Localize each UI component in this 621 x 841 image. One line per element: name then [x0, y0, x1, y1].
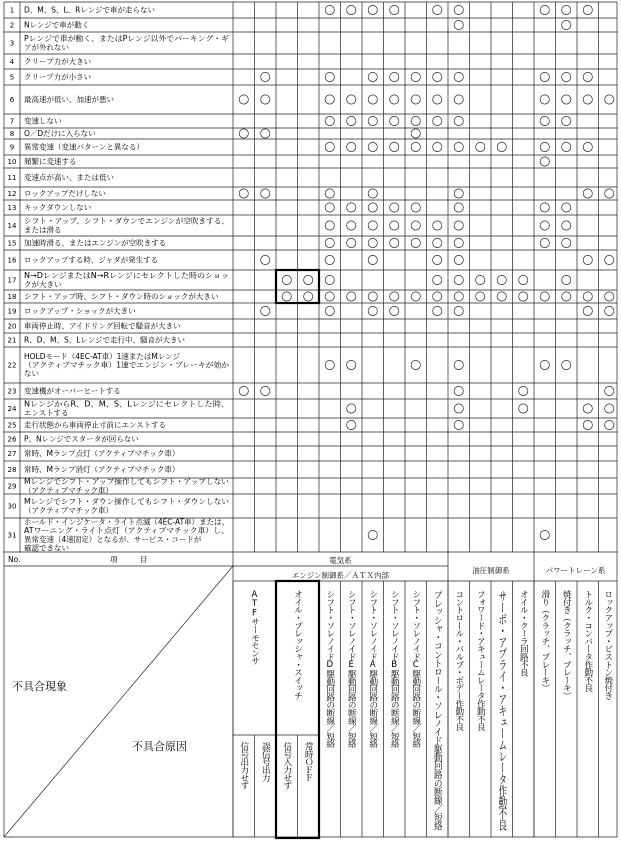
symptom-text: HOLDモード（4EC-AT車）1速またはMレンジ [24, 351, 180, 361]
check-mark [325, 275, 334, 284]
column-title: 滑り（クラッチ、ブレーキ） [539, 590, 550, 692]
symptom-text: ない [24, 369, 39, 379]
row-number: 25 [7, 421, 17, 430]
check-mark [605, 189, 614, 198]
check-mark [347, 221, 356, 230]
symptom-text: 変速しない [24, 116, 62, 126]
check-mark [583, 5, 592, 14]
symptom-text: R、D、M、S、Lレンジで走行中、騒音が大きい [24, 335, 186, 345]
check-mark [540, 221, 549, 230]
check-mark [605, 255, 614, 264]
symptom-text: 常時、Mランプ消灯（アクティブマチック車） [24, 465, 180, 474]
column-title: オイル・クーラ回路不良 [518, 590, 529, 676]
check-mark [454, 20, 463, 29]
check-mark [411, 238, 420, 247]
symptom-text: ATワーニング・ライト点灯（アクティブマチック車）し、 [24, 526, 220, 536]
check-mark [325, 116, 334, 125]
column-title: シフト・ソレノイドD駆動回路の断線／短絡 [324, 590, 335, 748]
row-number: 15 [7, 239, 17, 248]
sub-column-title: 信号入力せず [281, 742, 292, 789]
check-mark [411, 142, 420, 151]
check-mark [540, 95, 549, 104]
check-mark [454, 360, 463, 369]
check-mark [562, 142, 571, 151]
column-title: オイル・プレッシャ・スイッチ [292, 590, 303, 700]
row-number: 24 [7, 405, 17, 413]
check-mark [540, 157, 549, 166]
symptom-rows [8, 5, 230, 553]
row-number: 2 [9, 21, 15, 30]
symptom-text: Nレンジで車が動く [24, 20, 90, 30]
check-mark [540, 142, 549, 151]
check-mark [390, 116, 399, 125]
check-mark [325, 5, 334, 14]
symptom-text: クリープ力が小さい [24, 72, 92, 82]
check-mark [562, 360, 571, 369]
check-mark [368, 95, 377, 104]
check-mark [368, 116, 377, 125]
check-mark [390, 238, 399, 247]
symptom-text: ホールド・インジケータ・ライト点滅（4EC-AT車）または、 [24, 517, 230, 527]
check-mark [519, 275, 528, 284]
check-mark [454, 116, 463, 125]
column-title: プレッシャ・コントロール・ソレノイド駆動回路の断線／短絡 [432, 590, 443, 809]
check-mark [562, 203, 571, 212]
check-mark [497, 292, 506, 301]
check-mark [368, 255, 377, 264]
symptom-text: O／Dだけに入らない [24, 129, 96, 138]
check-mark [261, 306, 270, 315]
engine-ctrl-label: エンジン制御系／ＡＴＸ内部 [291, 571, 390, 580]
symptom-text: 確認できない [24, 543, 69, 553]
symptom-text: シフト・アップ時、シフト・ダウン時のショックが大きい [24, 292, 219, 301]
check-mark [239, 95, 248, 104]
check-mark [325, 306, 334, 315]
check-mark [540, 530, 549, 539]
check-mark [454, 142, 463, 151]
row-number: 11 [7, 174, 17, 182]
symptom-text: D、M、S、L、Rレンジで車が走らない [24, 5, 156, 15]
check-mark [368, 292, 377, 301]
symptom-text: 異常変速（4速固定）となるが、サービス・コードが [24, 534, 202, 544]
check-mark [433, 255, 442, 264]
row-number: 28 [7, 466, 17, 474]
check-mark [454, 275, 463, 284]
row-number: 8 [9, 130, 15, 138]
check-mark [454, 5, 463, 14]
check-mark [261, 72, 270, 81]
check-mark [325, 189, 334, 198]
row-number: 4 [9, 58, 15, 66]
check-mark [325, 255, 334, 264]
check-mark [390, 292, 399, 301]
check-mark [390, 72, 399, 81]
check-mark [347, 404, 356, 413]
check-mark [519, 292, 528, 301]
row-number: 17 [7, 276, 17, 285]
column-title: サーボ・アプライ・アキュームレータ作動不良 [496, 590, 507, 754]
column-title: シフト・ソレノイドE駆動回路の断線／短絡 [346, 590, 357, 748]
check-mark [605, 306, 614, 315]
symptom-text: アが外れない [24, 42, 69, 52]
check-mark [347, 95, 356, 104]
check-mark [325, 95, 334, 104]
check-mark [454, 238, 463, 247]
check-mark [476, 142, 485, 151]
column-title: フォワード・アキュームレータ作動不良 [475, 590, 486, 731]
check-mark [562, 238, 571, 247]
row-number: 3 [9, 39, 15, 48]
check-mark [562, 20, 571, 29]
check-mark [583, 306, 592, 315]
row-number: 14 [7, 222, 17, 230]
column-title: トルク・コンバータ作動不良 [582, 590, 593, 692]
check-mark [390, 306, 399, 315]
check-mark [476, 292, 485, 301]
symptom-text: シフト・アップ、シフト・ダウンでエンジンが空吹きする、 [24, 216, 225, 226]
check-mark [325, 292, 334, 301]
check-mark [411, 95, 420, 104]
check-mark [562, 275, 571, 284]
column-title: シフト・ソレノイドA駆動回路の断線／短絡 [367, 590, 378, 748]
column-title: ATFサーモセンサ [249, 590, 260, 665]
row-number: 18 [7, 293, 17, 301]
check-mark [562, 95, 571, 104]
symptom-text: （アクティブマチック車） [24, 485, 113, 495]
check-mark [454, 420, 463, 429]
symptom-text: 異常変速（変速パターンと異なる） [24, 142, 144, 152]
check-mark [304, 275, 313, 284]
check-mark [411, 116, 420, 125]
symptom-text: （アクティブマチック車） [24, 505, 113, 515]
check-mark [519, 404, 528, 413]
row-number: 13 [7, 204, 17, 212]
symptom-text: NレンジからR、D、M、S、Lレンジにセレクトした時、 [24, 399, 213, 409]
check-mark [239, 189, 248, 198]
check-mark [325, 238, 334, 247]
symptom-text: （アクティブマチック車）1速でエンジン・ブレーキが効か [24, 360, 223, 370]
check-mark [454, 189, 463, 198]
row-number: 20 [7, 322, 17, 331]
symptom-label: 不具合現象 [12, 680, 67, 693]
row-number: 26 [7, 435, 17, 444]
check-mark [411, 203, 420, 212]
symptom-text: クリープ力が大きい [24, 57, 92, 66]
check-mark [368, 189, 377, 198]
symptom-text: 頻繁に変速する [24, 157, 77, 166]
check-mark [433, 238, 442, 247]
check-mark [605, 404, 614, 413]
check-mark [325, 221, 334, 230]
check-mark [583, 72, 592, 81]
check-mark [583, 420, 592, 429]
check-mark [454, 386, 463, 395]
check-mark [261, 386, 270, 395]
check-mark [433, 275, 442, 284]
symptom-text: 変速機がオーバーヒートする [24, 386, 121, 396]
check-mark [347, 360, 356, 369]
column-title: 焼付き（クラッチ、ブレーキ） [561, 590, 572, 700]
check-mark [454, 292, 463, 301]
symptom-text: 走行状態から車両停止寸前にエンストする [24, 420, 167, 430]
check-mark [540, 238, 549, 247]
check-mark [583, 292, 592, 301]
symptom-text: または滑る [24, 225, 62, 235]
symptom-text: 最高速が低い、加速が悪い [24, 95, 114, 104]
check-mark [282, 292, 291, 301]
check-mark [347, 292, 356, 301]
symptom-text: ロックアップする時、ジャダが発生する [24, 255, 159, 265]
column-title: ロックアップ・ピストン焼付き [602, 590, 613, 700]
check-mark [390, 221, 399, 230]
row-number: 30 [7, 502, 17, 511]
column-title: シフト・ソレノイドC駆動回路の断線／短絡 [410, 590, 421, 748]
row-number: 29 [7, 482, 17, 491]
symptom-text: 常時、Mランプ点灯（アクティブマチック車） [24, 449, 180, 458]
sub-column-title: 信号出力せず [238, 742, 249, 789]
check-mark [411, 221, 420, 230]
row-number: 21 [7, 336, 17, 345]
row-number: 23 [7, 387, 17, 396]
check-mark [497, 275, 506, 284]
check-mark [454, 95, 463, 104]
row-number: 27 [7, 450, 17, 458]
check-mark [540, 203, 549, 212]
symptom-text: 変速点が高い、または低い [24, 173, 114, 182]
symptom-text: クが大きい [24, 279, 62, 289]
check-mark [347, 5, 356, 14]
row-number: 10 [7, 158, 17, 166]
row-number: 1 [9, 6, 15, 15]
symptom-text: 車両停止時、アイドリング回転で騒音が大きい [24, 321, 181, 331]
sub-column-title: 常時ＯＦＦ [303, 742, 314, 782]
check-mark [519, 386, 528, 395]
symptom-text: ロックアップ・ショックが大きい [24, 306, 136, 316]
check-mark [583, 142, 592, 151]
check-mark [454, 306, 463, 315]
check-mark [261, 129, 270, 138]
check-mark [347, 142, 356, 151]
check-mark [239, 386, 248, 395]
check-mark [390, 95, 399, 104]
check-mark [497, 142, 506, 151]
row-number: 5 [9, 73, 15, 82]
symptom-text: 加速時滑る、またはエンジンが空吹きする [24, 238, 167, 248]
check-mark [433, 292, 442, 301]
check-mark [390, 142, 399, 151]
check-mark [454, 404, 463, 413]
check-mark [433, 142, 442, 151]
check-mark [433, 306, 442, 315]
check-mark [347, 420, 356, 429]
check-mark [540, 5, 549, 14]
check-mark [433, 5, 442, 14]
check-mark [562, 221, 571, 230]
check-mark [368, 238, 377, 247]
symptom-text: P、Nレンジでスタータが回らない [24, 434, 139, 444]
check-mark [454, 255, 463, 264]
check-mark [433, 95, 442, 104]
check-mark [368, 142, 377, 151]
check-mark [347, 238, 356, 247]
check-mark [282, 275, 291, 284]
powertrain-label: パワートレーン系 [545, 566, 606, 575]
check-mark [433, 221, 442, 230]
check-mark [454, 72, 463, 81]
check-mark [347, 203, 356, 212]
column-title: シフト・ソレノイドB駆動回路の断線／短絡 [389, 590, 400, 748]
check-mark [583, 255, 592, 264]
row-number: 6 [9, 96, 15, 104]
check-mark [368, 306, 377, 315]
check-mark [261, 255, 270, 264]
item-label: 項 目 [110, 555, 148, 564]
check-mark [325, 360, 334, 369]
check-mark [562, 5, 571, 14]
row-number: 31 [7, 531, 17, 540]
electrical-label: 電気系 [329, 556, 352, 565]
symptom-text: キックダウンしない [24, 203, 92, 212]
no-label: No. [8, 555, 21, 564]
check-mark [239, 129, 248, 138]
row-number: 7 [9, 117, 15, 126]
check-mark [476, 275, 485, 284]
check-mark [605, 420, 614, 429]
check-mark [433, 72, 442, 81]
check-mark [562, 72, 571, 81]
check-mark [433, 116, 442, 125]
symptom-text: N→DレンジまたはN→Rレンジにセレクトした時のショッ [24, 271, 216, 281]
check-mark [605, 95, 614, 104]
check-mark [390, 5, 399, 14]
sub-column-title: 誤信号出力 [260, 742, 271, 782]
check-mark [411, 72, 420, 81]
check-mark [390, 203, 399, 212]
row-number: 12 [7, 190, 17, 198]
check-mark [411, 129, 420, 138]
symptom-text: ロックアップだけしない [24, 189, 106, 198]
check-mark [411, 292, 420, 301]
check-mark [583, 404, 592, 413]
column-title: コントロール・バルブ・ボデー作動不良 [453, 590, 464, 731]
row-number: 19 [7, 307, 17, 316]
check-mark [368, 221, 377, 230]
check-mark [583, 95, 592, 104]
row-number: 16 [7, 256, 17, 265]
cause-label: 不具合原因 [132, 740, 187, 753]
symptom-text: Pレンジで車が動く、またはPレンジ以外でパーキング・ギ [24, 34, 220, 44]
check-mark [605, 386, 614, 395]
check-mark [540, 360, 549, 369]
check-mark [325, 72, 334, 81]
check-mark [368, 203, 377, 212]
check-mark [540, 292, 549, 301]
check-mark [368, 530, 377, 539]
check-mark [454, 203, 463, 212]
symptom-text: Mレンジでシフト・アップ操作してもシフト・アップしない [24, 477, 225, 487]
check-mark [347, 116, 356, 125]
check-mark [540, 116, 549, 125]
row-number: 9 [9, 143, 15, 152]
hydraulic-label: 油圧制御系 [472, 566, 510, 575]
check-mark [562, 116, 571, 125]
check-mark [368, 72, 377, 81]
check-mark [540, 72, 549, 81]
row-number: 22 [7, 361, 17, 370]
check-mark [261, 189, 270, 198]
check-mark [368, 5, 377, 14]
check-mark [562, 292, 571, 301]
check-mark [605, 292, 614, 301]
symptom-text: Mレンジでシフト・ダウン操作してもシフト・ダウンしない [24, 497, 226, 507]
check-mark [583, 189, 592, 198]
symptom-text: エンストする [24, 408, 69, 418]
check-mark [454, 221, 463, 230]
check-mark [325, 142, 334, 151]
diagonal-rule [4, 566, 233, 837]
check-mark [325, 203, 334, 212]
check-mark [411, 360, 420, 369]
check-mark [261, 95, 270, 104]
check-mark [304, 292, 313, 301]
